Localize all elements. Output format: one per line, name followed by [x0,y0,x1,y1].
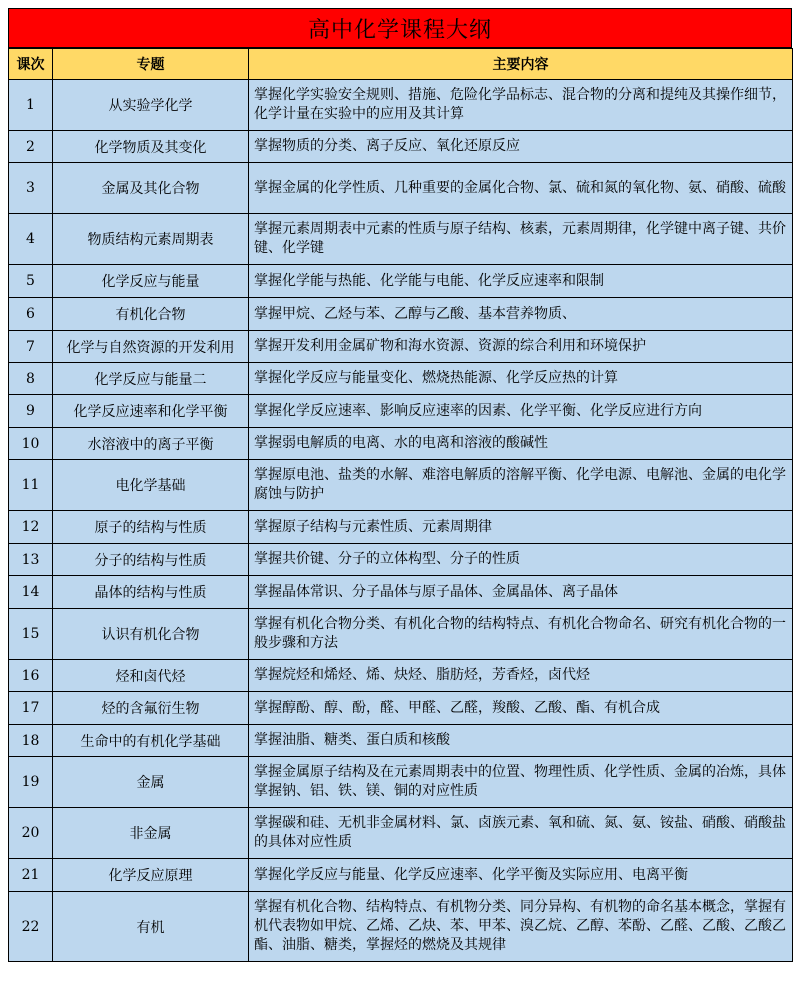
content-cell: 掌握有机化合物分类、有机化合物的结构特点、有机化合物命名、研究有机化合物的一般步骤和方法 [249,609,793,660]
content-cell: 掌握弱电解质的电离、水的电离和溶液的酸碱性 [249,428,793,460]
table-row [9,265,793,298]
content-cell: 掌握化学能与热能、化学能与电能、化学反应速率和限制 [249,265,793,298]
lesson-number: 10 [9,428,53,460]
topic-cell: 化学反应原理 [53,859,249,892]
content-cell: 掌握甲烷、乙烃与苯、乙醇与乙酸、基本营养物质、 [249,298,793,331]
header-content: 主要内容 [249,49,793,80]
lesson-number: 18 [9,725,53,757]
lesson-number: 14 [9,576,53,609]
table-row [9,544,793,576]
topic-cell: 生命中的有机化学基础 [53,725,249,757]
topic-cell: 从实验学化学 [53,80,249,131]
topic-cell: 水溶液中的离子平衡 [53,428,249,460]
topic-cell: 有机化合物 [53,298,249,331]
content-cell: 掌握原电池、盐类的水解、难溶电解质的溶解平衡、化学电源、电解池、金属的电化学腐蚀与防护 [249,460,793,511]
topic-cell: 化学反应与能量 [53,265,249,298]
content-cell: 掌握共价键、分子的立体构型、分子的性质 [249,544,793,576]
lesson-number: 22 [9,892,53,962]
table-row [9,298,793,331]
table-row [9,395,793,428]
table-row [9,428,793,460]
topic-cell: 晶体的结构与性质 [53,576,249,609]
syllabus-sheet [8,8,792,962]
table-row [9,163,793,214]
content-cell: 掌握有机化合物、结构特点、有机物分类、同分异构、有机物的命名基本概念，掌握有机代表物如甲烷、乙烯、乙炔、苯、甲苯、溴乙烷、乙醇、苯酚、乙醛、乙酸、乙酸乙酯、油脂、糖类，掌握烃的燃烧及其规律 [249,892,793,962]
table-row [9,660,793,692]
topic-cell: 烃的含氟衍生物 [53,692,249,725]
content-cell: 掌握物质的分类、离子反应、氧化还原反应 [249,131,793,163]
topic-cell: 金属及其化合物 [53,163,249,214]
content-cell: 掌握元素周期表中元素的性质与原子结构、核素，元素周期律，化学键中离子键、共价键、化学键 [249,214,793,265]
page-title: 高中化学课程大纲 [8,8,792,48]
header-lesson: 课次 [9,49,53,80]
lesson-number: 11 [9,460,53,511]
lesson-number: 12 [9,511,53,544]
lesson-number: 2 [9,131,53,163]
content-cell: 掌握化学反应与能量变化、燃烧热能源、化学反应热的计算 [249,363,793,395]
content-cell: 掌握醇酚、醇、酚，醛、甲醛、乙醛，羧酸、乙酸、酯、有机合成 [249,692,793,725]
lesson-number: 7 [9,331,53,363]
content-cell: 掌握化学反应速率、影响反应速率的因素、化学平衡、化学反应进行方向 [249,395,793,428]
topic-cell: 化学与自然资源的开发利用 [53,331,249,363]
topic-cell: 非金属 [53,808,249,859]
topic-cell: 物质结构元素周期表 [53,214,249,265]
lesson-number: 19 [9,757,53,808]
content-cell: 掌握晶体常识、分子晶体与原子晶体、金属晶体、离子晶体 [249,576,793,609]
topic-cell: 认识有机化合物 [53,609,249,660]
lesson-number: 3 [9,163,53,214]
topic-cell: 分子的结构与性质 [53,544,249,576]
table-row [9,511,793,544]
topic-cell: 有机 [53,892,249,962]
table-row [9,576,793,609]
topic-cell: 化学物质及其变化 [53,131,249,163]
lesson-number: 1 [9,80,53,131]
table-row [9,331,793,363]
table-row [9,214,793,265]
lesson-number: 13 [9,544,53,576]
lesson-number: 16 [9,660,53,692]
content-cell: 掌握开发利用金属矿物和海水资源、资源的综合利用和环境保护 [249,331,793,363]
table-row [9,609,793,660]
header-row [9,49,793,80]
table-row [9,460,793,511]
content-cell: 掌握化学实验安全规则、措施、危险化学品标志、混合物的分离和提纯及其操作细节，化学计量在实验中的应用及其计算 [249,80,793,131]
lesson-number: 17 [9,692,53,725]
table-row [9,725,793,757]
lesson-number: 6 [9,298,53,331]
topic-cell: 化学反应速率和化学平衡 [53,395,249,428]
header-topic: 专题 [53,49,249,80]
lesson-number: 5 [9,265,53,298]
topic-cell: 原子的结构与性质 [53,511,249,544]
topic-cell: 电化学基础 [53,460,249,511]
content-cell: 掌握油脂、糖类、蛋白质和核酸 [249,725,793,757]
table-row [9,131,793,163]
content-cell: 掌握原子结构与元素性质、元素周期律 [249,511,793,544]
topic-cell: 烃和卤代烃 [53,660,249,692]
lesson-number: 15 [9,609,53,660]
lesson-number: 21 [9,859,53,892]
topic-cell: 金属 [53,757,249,808]
table-row [9,808,793,859]
lesson-number: 4 [9,214,53,265]
topic-cell: 化学反应与能量二 [53,363,249,395]
content-cell: 掌握碳和硅、无机非金属材料、氯、卤族元素、氧和硫、氮、氨、铵盐、硝酸、硝酸盐的具体对应性质 [249,808,793,859]
lesson-number: 20 [9,808,53,859]
content-cell: 掌握金属的化学性质、几种重要的金属化合物、氯、硫和氮的氧化物、氨、硝酸、硫酸 [249,163,793,214]
content-cell: 掌握烷烃和烯烃、烯、炔烃、脂肪烃，芳香烃，卤代烃 [249,660,793,692]
table-row [9,757,793,808]
table-row [9,859,793,892]
syllabus-table [8,48,793,962]
table-row [9,80,793,131]
table-row [9,363,793,395]
lesson-number: 8 [9,363,53,395]
table-row [9,892,793,962]
lesson-number: 9 [9,395,53,428]
content-cell: 掌握化学反应与能量、化学反应速率、化学平衡及实际应用、电离平衡 [249,859,793,892]
content-cell: 掌握金属原子结构及在元素周期表中的位置、物理性质、化学性质、金属的冶炼，具体掌握钠、铝、铁、镁、铜的对应性质 [249,757,793,808]
table-row [9,692,793,725]
